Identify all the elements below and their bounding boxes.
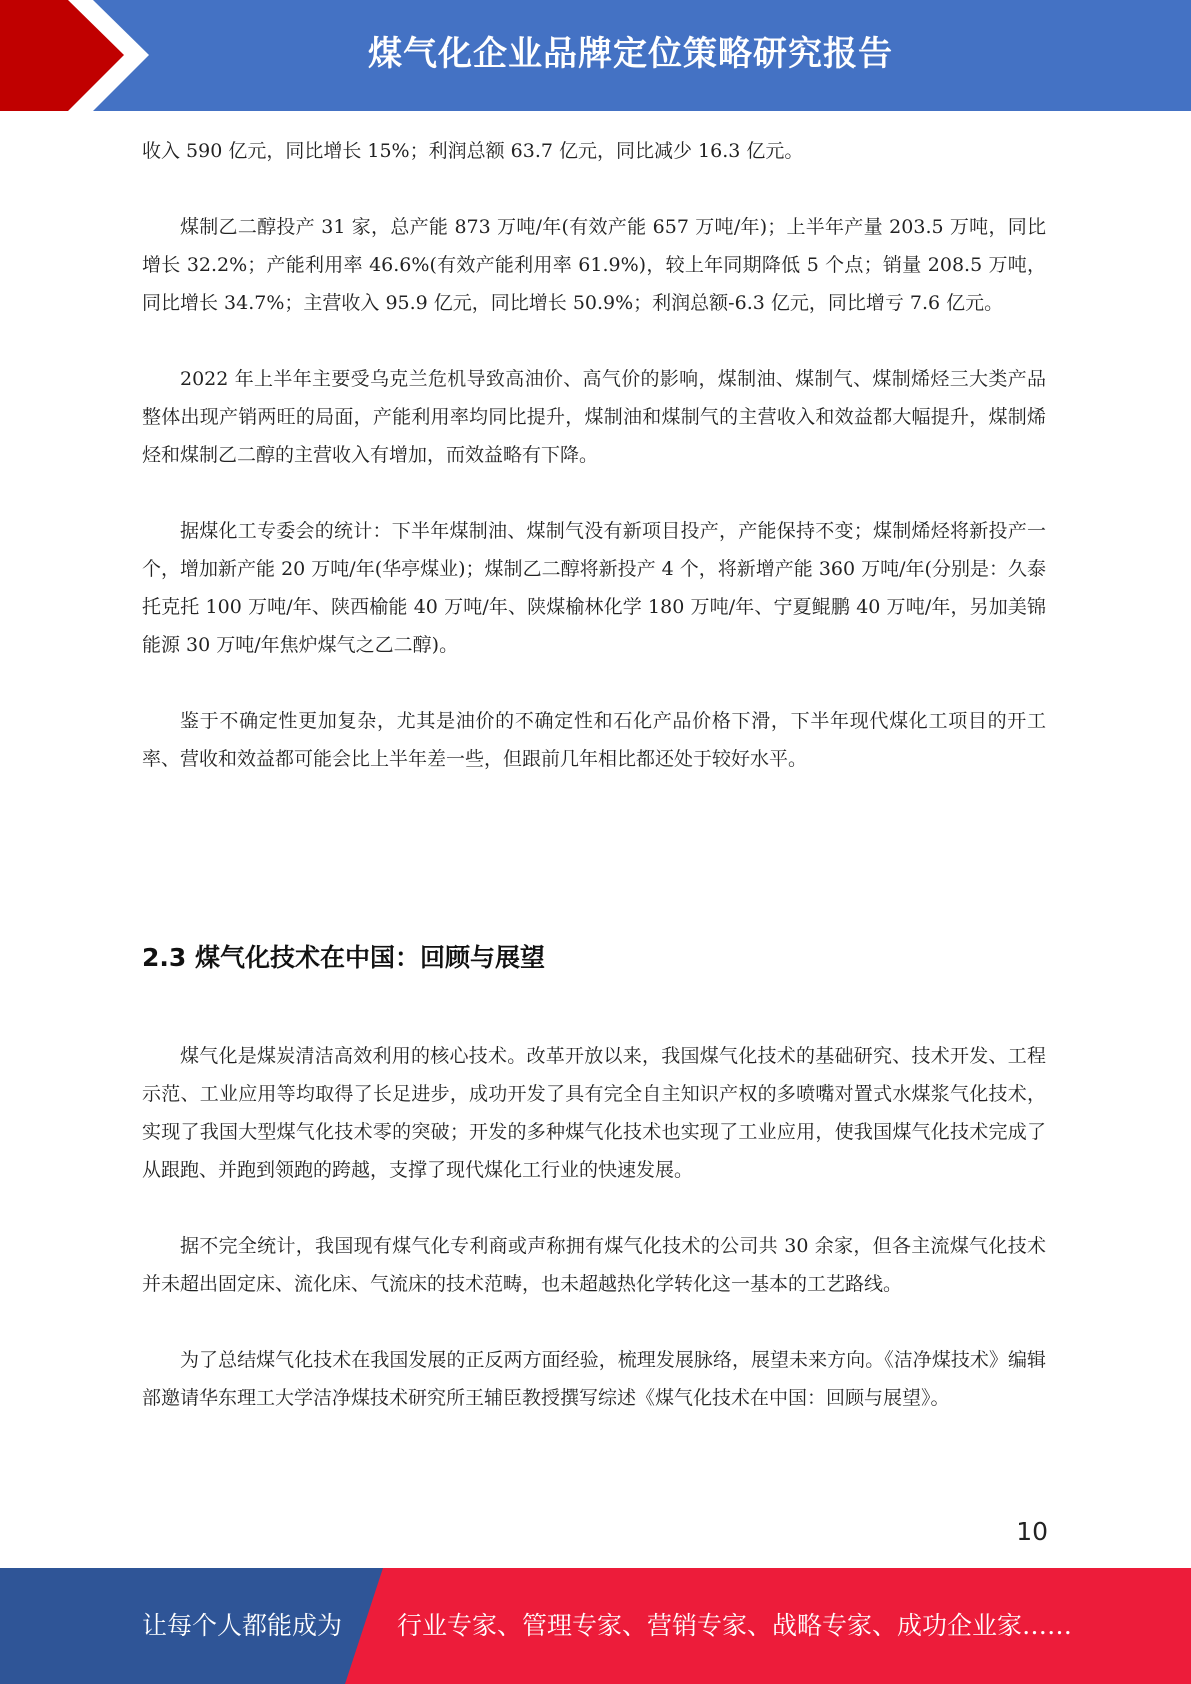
page-header [0, 0, 1191, 111]
paragraph-review-invitation: 为了总结煤气化技术在我国发展的正反两方面经验，梳理发展脉络，展望未来方向。《洁净煤技术》编辑部邀请华东理工大学洁净煤技术研究所王辅臣教授撰写综述《煤气化技术在中国：回顾与展望》。 [142, 1349, 1046, 1409]
paragraph-first-half-2022: 2022 年上半年主要受乌克兰危机导致高油价、高气价的影响，煤制油、煤制气、煤制烯烃三大类产品整体出现产销两旺的局面，产能利用率均同比提升，煤制油和煤制气的主营收入和效益都大幅提升，煤制烯烃和煤制乙二醇的主营收入有增加，而效益略有下降。 [142, 368, 1046, 466]
header-title: 煤气化企业品牌定位策略研究报告 [368, 34, 893, 74]
paragraph-ethylene-glycol: 煤制乙二醇投产 31 家，总产能 873 万吨/年(有效产能 657 万吨/年)；上半年产量 203.5 万吨，同比增长 32.2%；产能利用率 46.6%(有效产能利用率 61.9%)，较上年同期降低 5 个点；销量 208.5 万吨，同比增长 34.7%；主营收入 95.9 亿元，同比增长 50.9%；利润总额-6.3 亿元，同比增亏 7.6 亿元。 [142, 216, 1046, 314]
paragraph-committee-stats: 据煤化工专委会的统计：下半年煤制油、煤制气没有新项目投产，产能保持不变；煤制烯烃将新投产一个，增加新产能 20 万吨/年(华亭煤业)；煤制乙二醇将新投产 4 个，将新增产能 360 万吨/年(分别是：久泰托克托 100 万吨/年、陕西榆能 40 万吨/年、陕煤榆林化学 180 万吨/年、宁夏鲲鹏 40 万吨/年，另加美锦能源 30 万吨/年焦炉煤气之乙二醇)。 [142, 520, 1046, 656]
paragraph-outlook: 鉴于不确定性更加复杂，尤其是油价的不确定性和石化产品价格下滑，下半年现代煤化工项目的开工率、营收和效益都可能会比上半年差一些，但跟前几年相比都还处于较好水平。 [142, 710, 1046, 770]
footer-slogan-left: 让每个人都能成为 [142, 1611, 343, 1640]
section-heading: 2.3 煤气化技术在中国：回顾与展望 [142, 943, 545, 972]
page-number: 10 [1016, 1517, 1048, 1546]
paragraph-revenue-summary: 收入 590 亿元，同比增长 15%；利润总额 63.7 亿元，同比减少 16.3 亿元。 [142, 140, 804, 162]
body-text-top [142, 132, 1046, 778]
header-arrow-icon [0, 0, 170, 111]
paragraph-patent-stats: 据不完全统计，我国现有煤气化专利商或声称拥有煤气化技术的公司共 30 余家，但各主流煤气化技术并未超出固定床、流化床、气流床的技术范畴，也未超越热化学转化这一基本的工艺路线。 [142, 1235, 1046, 1295]
page-footer [0, 1568, 1191, 1684]
footer-slogan-right: 行业专家、管理专家、营销专家、战略专家、成功企业家…… [397, 1611, 1073, 1640]
paragraph-gasification-core: 煤气化是煤炭清洁高效利用的核心技术。改革开放以来，我国煤气化技术的基础研究、技术开发、工程示范、工业应用等均取得了长足进步，成功开发了具有完全自主知识产权的多喷嘴对置式水煤浆气化技术，实现了我国大型煤气化技术零的突破；开发的多种煤气化技术也实现了工业应用，使我国煤气化技术完成了从跟跑、并跑到领跑的跨越，支撑了现代煤化工行业的快速发展。 [142, 1045, 1046, 1181]
body-text-section [142, 1037, 1046, 1417]
